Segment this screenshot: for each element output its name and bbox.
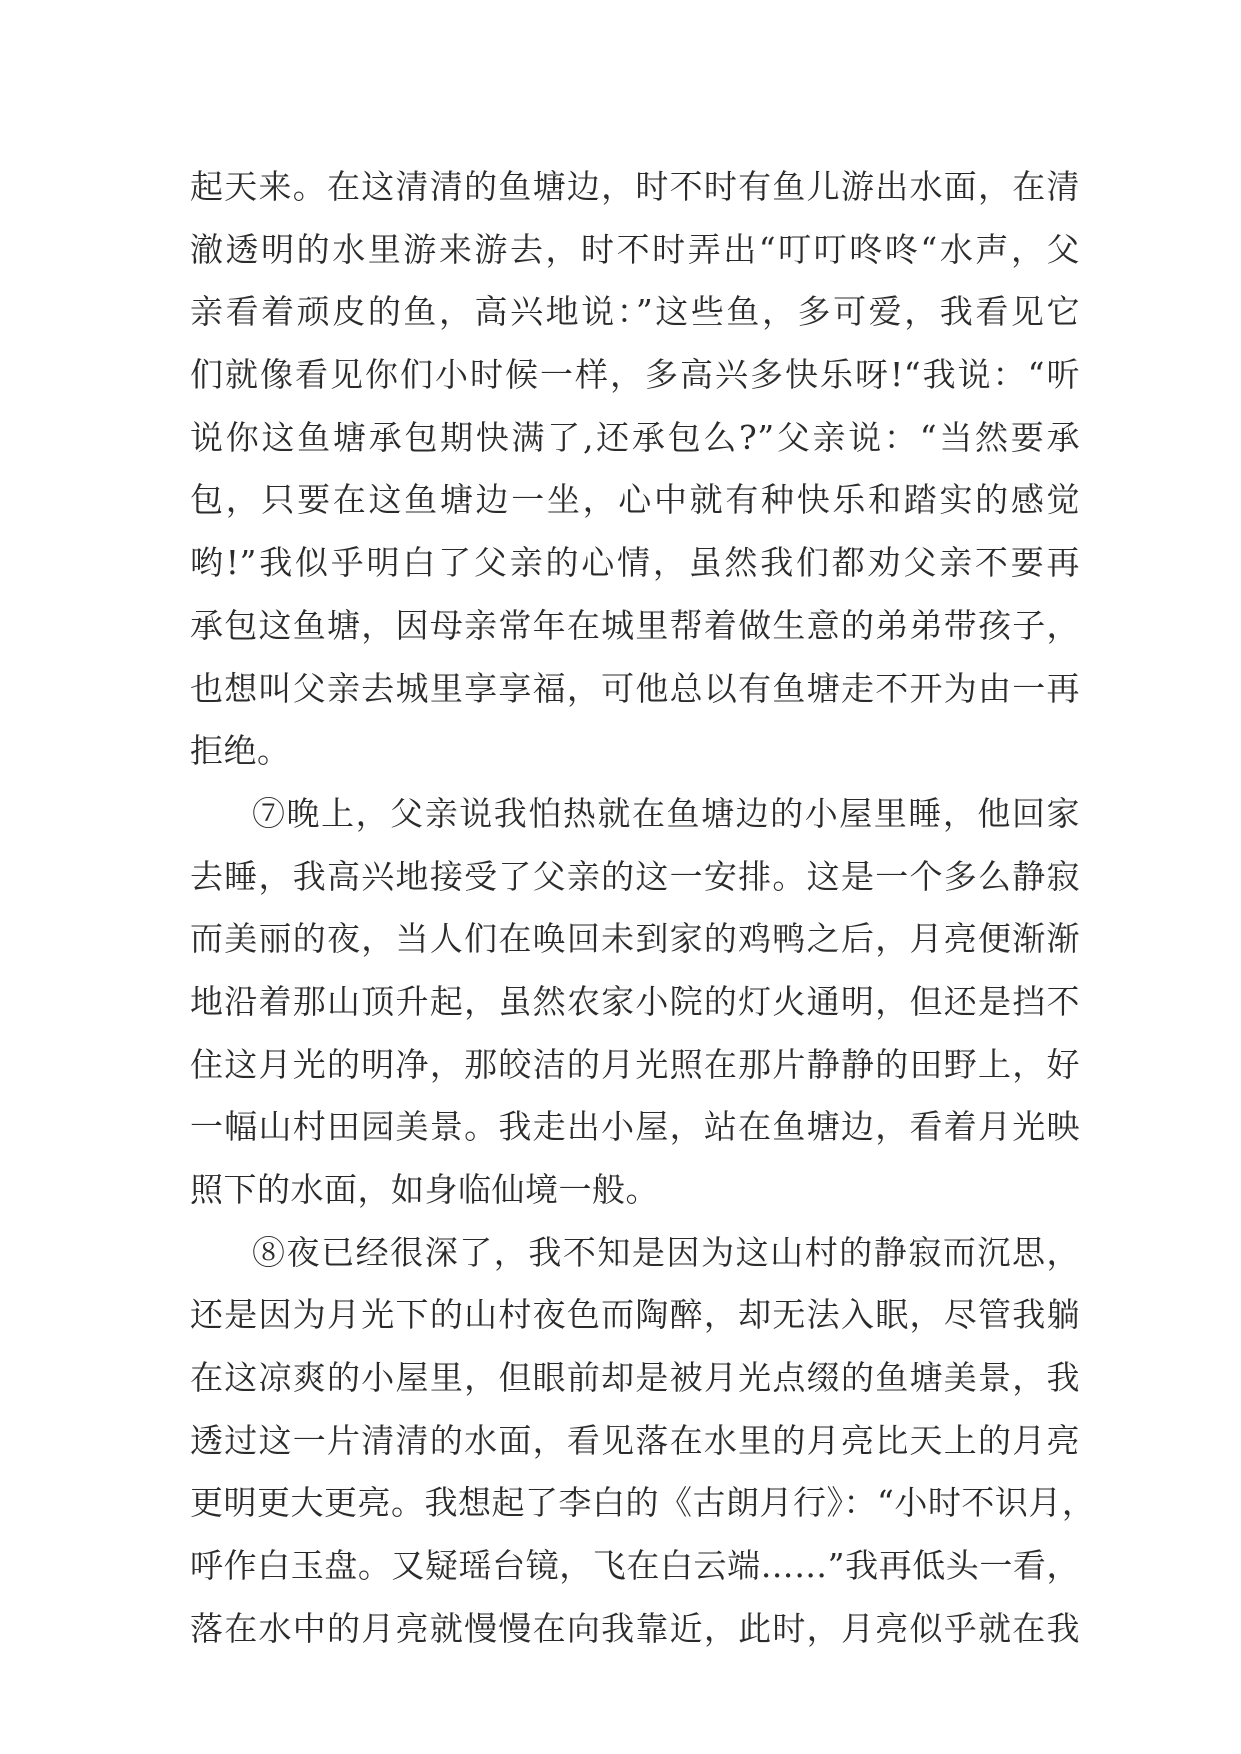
text-line: 亲看着顽皮的鱼，高兴地说：”这些鱼，多可爱，我看见它 xyxy=(190,292,1080,332)
text-line: 也想叫父亲去城里享享福，可他总以有鱼塘走不开为由一再 xyxy=(190,668,1080,708)
text-line: 还是因为月光下的山村夜色而陶醉，却无法入眠，尽管我躺 xyxy=(190,1295,1080,1335)
text-line: 呼作白玉盘。又疑瑶台镜，飞在白云端……”我再低头一看， xyxy=(190,1546,1080,1586)
text-line: 澈透明的水里游来游去，时不时弄出“叮叮咚咚“水声，父 xyxy=(190,229,1080,269)
text-line: 起天来。在这清清的鱼塘边，时不时有鱼儿游出水面，在清 xyxy=(190,167,1080,206)
text-line: 落在水中的月亮就慢慢在向我靠近，此时，月亮似乎就在我 xyxy=(190,1608,1080,1648)
text-line: 而美丽的夜，当人们在唤回未到家的鸡鸭之后，月亮便渐渐 xyxy=(190,919,1080,959)
paragraph-7-first-line: ⑦晚上，父亲说我怕热就在鱼塘边的小屋里睡，他回家 xyxy=(252,793,1080,833)
text-line: 承包这鱼塘，因母亲常年在城里帮着做生意的弟弟带孩子， xyxy=(190,605,1080,645)
text-line: 住这月光的明净，那皎洁的月光照在那片静静的田野上，好 xyxy=(190,1044,1080,1084)
text-line: 在这凉爽的小屋里，但眼前却是被月光点缀的鱼塘美景，我 xyxy=(190,1358,1080,1398)
text-line: 更明更大更亮。我想起了李白的《古朗月行》：“小时不识月， xyxy=(190,1483,1096,1523)
body-text xyxy=(190,156,1096,1661)
text-line: 去睡，我高兴地接受了父亲的这一安排。这是一个多么静寂 xyxy=(190,856,1080,896)
text-line: 包，只要在这鱼塘边一坐，心中就有种快乐和踏实的感觉 xyxy=(190,480,1080,520)
paragraph-8-first-line: ⑧夜已经很深了，我不知是因为这山村的静寂而沉思， xyxy=(252,1232,1080,1272)
text-line: 地沿着那山顶升起，虽然农家小院的灯火通明，但还是挡不 xyxy=(190,981,1080,1021)
text-line: 说你这鱼塘承包期快满了,还承包么?”父亲说：“当然要承 xyxy=(190,417,1080,457)
text-line: 们就像看见你们小时候一样，多高兴多快乐呀!“我说：“听 xyxy=(190,355,1080,395)
text-line: 哟!”我似乎明白了父亲的心情，虽然我们都劝父亲不要再 xyxy=(190,543,1080,583)
text-line: 拒绝。 xyxy=(190,731,291,771)
text-line: 透过这一片清清的水面，看见落在水里的月亮比天上的月亮 xyxy=(190,1420,1080,1460)
text-line: 一幅山村田园美景。我走出小屋，站在鱼塘边，看着月光映 xyxy=(190,1107,1080,1147)
text-line: 照下的水面，如身临仙境一般。 xyxy=(190,1170,659,1209)
